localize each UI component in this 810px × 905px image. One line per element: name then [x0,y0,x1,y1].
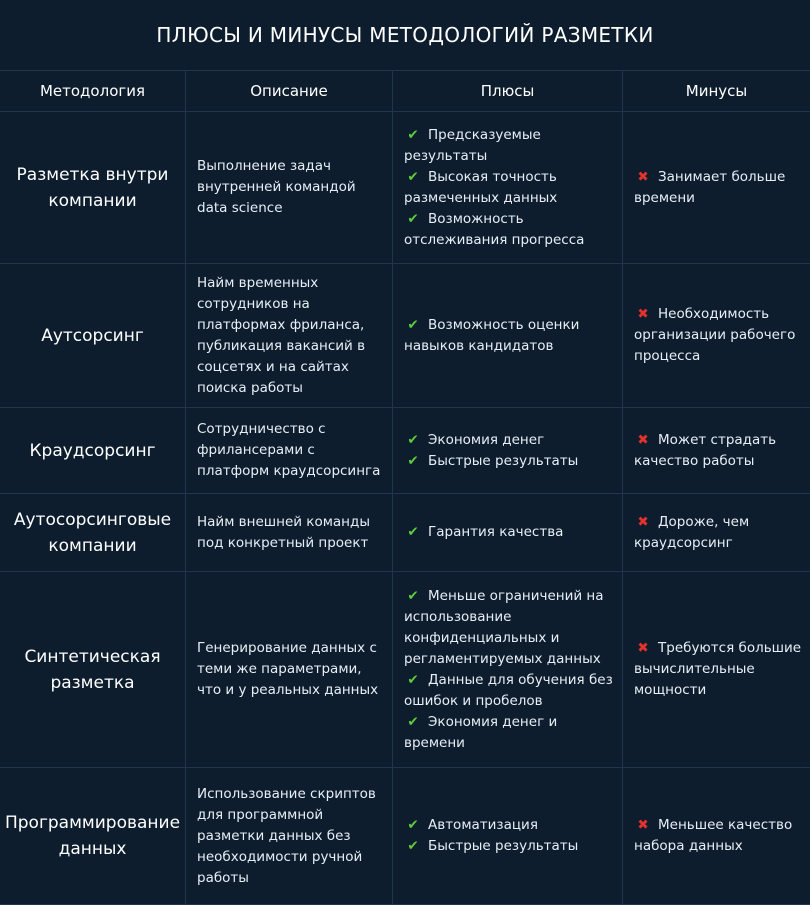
pro-text: Высокая точность размеченных данных [404,168,558,206]
pro-item [404,430,578,451]
pro-text: Экономия денег [428,431,545,448]
check-icon: ✔ [407,587,419,604]
pros-cell [393,768,623,905]
pros-cell [393,494,623,572]
con-text: Меньшее качество набора данных [634,817,793,854]
method-cell: Аутосорсинговые компании [0,494,186,572]
method-cell: Программирование данных [0,768,186,905]
cons-cell [623,494,810,572]
check-icon: ✔ [407,431,419,448]
method-cell: Краудсорсинг [0,408,186,494]
pro-text: Данные для обучения без ошибок и пробелов [404,671,613,709]
header-description: Описание [186,70,393,112]
cross-icon: ✖ [637,817,649,833]
check-icon: ✔ [407,316,419,333]
check-icon: ✔ [407,671,419,688]
method-cell: Синтетическая разметка [0,572,186,768]
pros-cell [393,408,623,494]
con-item [634,815,808,857]
con-item [634,167,808,209]
pro-text: Меньше ограничений на использование конфиденциальных и регламентируемых данных [404,587,604,667]
cons-cell [623,112,810,264]
con-item [634,430,808,472]
check-icon: ✔ [407,210,419,227]
check-icon: ✔ [407,452,419,469]
check-icon: ✔ [407,524,419,540]
pro-text: Автоматизация [428,817,538,833]
pro-item [404,836,578,857]
cross-icon: ✖ [637,431,649,448]
check-icon: ✔ [407,838,419,854]
check-icon: ✔ [407,126,419,143]
pro-item [404,209,618,251]
cons-cell [623,264,810,408]
cross-icon: ✖ [637,513,649,530]
description-cell: Генерирование данных с теми же параметрами, что и у реальных данных [186,572,393,768]
cons-cell [623,768,810,905]
pro-item [404,522,563,543]
description-cell: Выполнение задач внутренней командой data science [186,112,393,264]
description-cell: Сотрудничество с фрилансерами с платформ краудсорсинга [186,408,393,494]
cons-cell [623,408,810,494]
header-cons: Минусы [623,70,810,112]
con-item [634,512,808,554]
pro-text: Предсказуемые результаты [404,126,541,164]
cons-cell [623,572,810,768]
con-text: Может страдать качество работы [634,431,777,469]
pro-item [404,670,618,712]
pro-text: Быстрые результаты [428,452,579,469]
header-pros: Плюсы [393,70,623,112]
description-cell: Найм временных сотрудников на платформах фриланса, публикация вакансий в соцсетях и на сайтах поиска работы [186,264,393,408]
cross-icon: ✖ [637,168,649,185]
pros-cell [393,112,623,264]
con-text: Дороже, чем краудсорсинг [634,513,750,551]
pro-item [404,315,618,357]
pro-text: Возможность отслеживания прогресса [404,210,585,248]
check-icon: ✔ [407,168,419,185]
method-cell: Аутсорсинг [0,264,186,408]
check-icon: ✔ [407,713,419,730]
page-title: ПЛЮСЫ И МИНУСЫ МЕТОДОЛОГИЙ РАЗМЕТКИ [156,23,654,47]
con-item [634,304,808,367]
pro-text: Быстрые результаты [428,838,579,854]
header-methodology: Методология [0,70,186,112]
pros-cell [393,264,623,408]
cross-icon: ✖ [637,306,649,322]
con-text: Необходимость организации рабочего процесса [634,306,796,364]
description-cell: Использование скриптов для программной разметки данных без необходимости ручной работы [186,768,393,905]
con-text: Занимает больше времени [634,168,786,206]
check-icon: ✔ [407,817,419,833]
pro-item [404,451,578,472]
pro-text: Экономия денег и времени [404,713,558,751]
pro-item [404,586,618,670]
pro-text: Возможность оценки навыков кандидатов [404,316,580,354]
pro-item [404,815,578,836]
pro-item [404,125,618,167]
cross-icon: ✖ [637,640,649,656]
methodology-table [0,70,810,905]
method-cell: Разметка внутри компании [0,112,186,264]
con-text: Требуются большие вычислительные мощности [634,640,802,698]
pros-cell [393,572,623,768]
description-cell: Найм внешней команды под конкретный проект [186,494,393,572]
pro-item [404,712,618,754]
con-item [634,638,808,701]
pro-text: Гарантия качества [428,524,564,540]
pro-item [404,167,618,209]
